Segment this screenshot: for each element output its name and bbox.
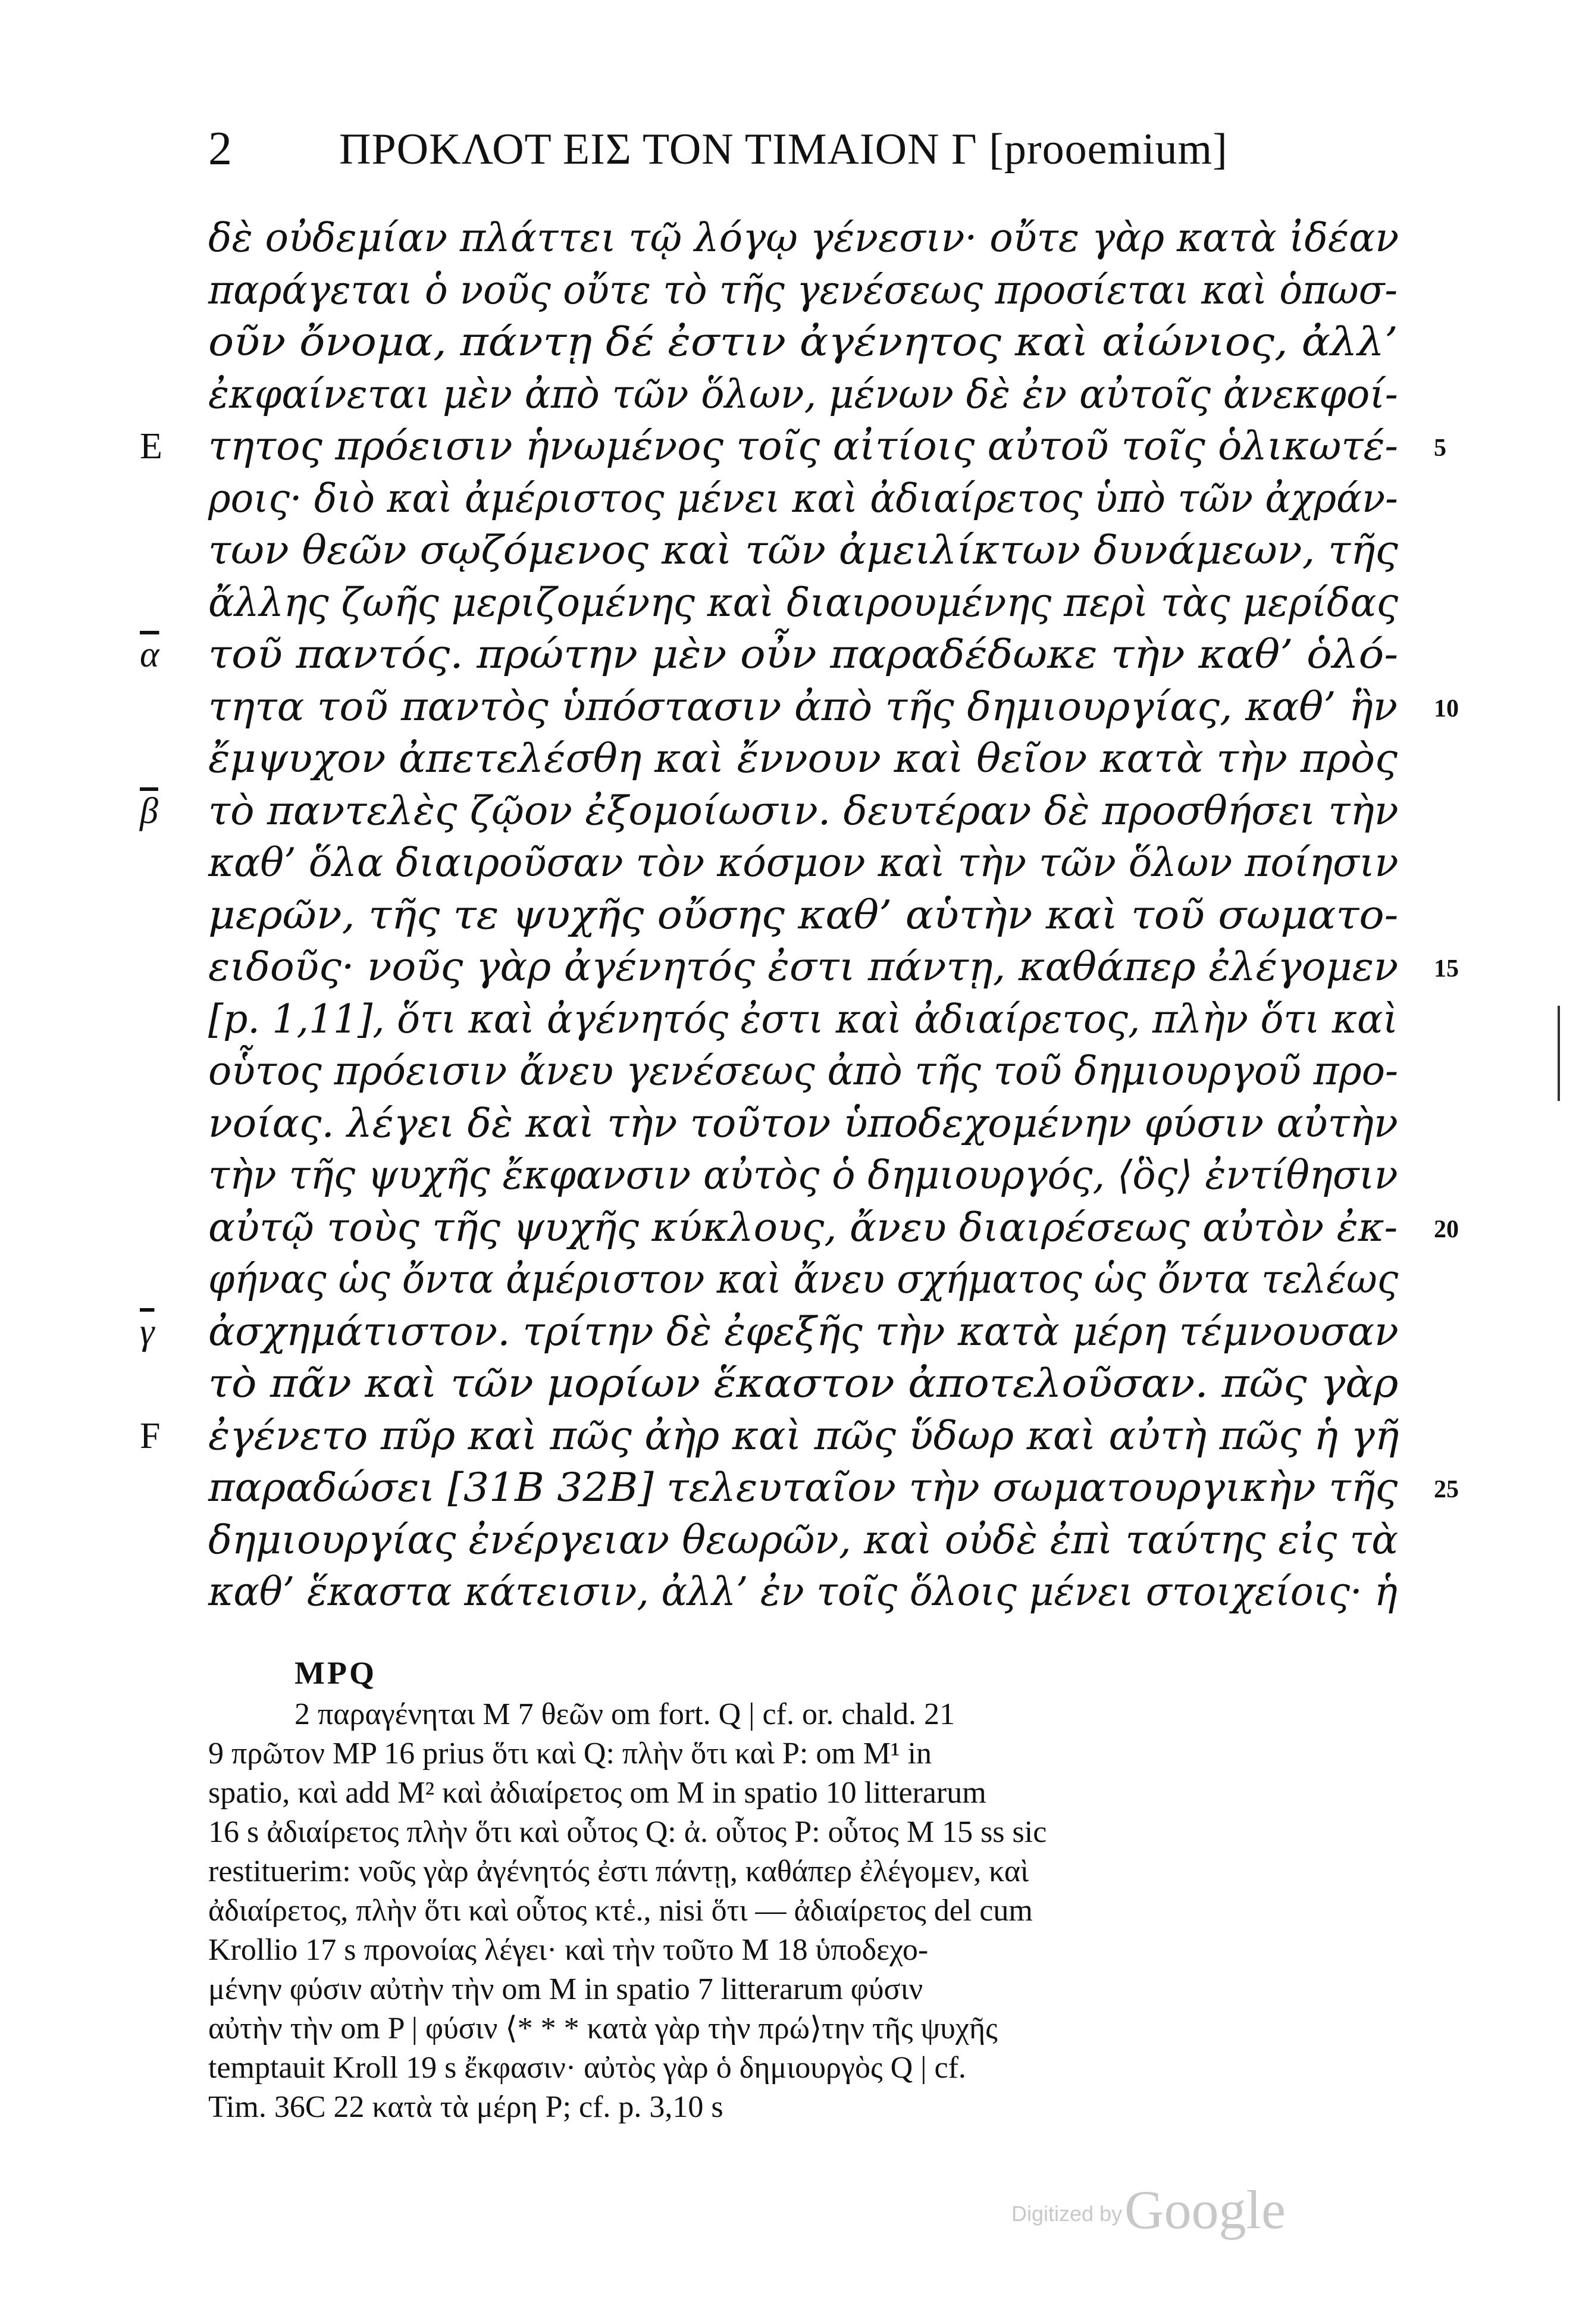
text-line	[140, 423, 1446, 475]
apparatus-line: spatio, καὶ add M² καὶ ἀδιαίρετος om M in spatio 10 litterarum	[208, 1776, 986, 1810]
line-number: 5	[1434, 434, 1446, 462]
text-line	[208, 839, 1416, 892]
line-text: ἐκφαίνεται μὲν ἀπὸ τῶν ὅλων, μένων δὲ ἐν αὐτοῖς ἀνεκφοί-	[208, 371, 1398, 417]
text-line	[208, 1516, 1416, 1569]
text-line	[208, 214, 1416, 267]
line-text: αὐτῷ τοὺς τῆς ψυχῆς κύκλους, ἄνευ διαιρέσεως αὐτὸν ἐκ-	[208, 1204, 1398, 1250]
margin-section-marker: $\overline{\gamma}$	[140, 1311, 155, 1352]
critical-apparatus	[208, 1654, 1422, 2128]
line-text: καθ’ ὅλα διαιροῦσαν τὸν κόσμον καὶ τὴν τῶν ὅλων ποίησιν	[208, 840, 1399, 886]
apparatus-line: Krollio 17 s προνοίας λέγει· καὶ τὴν τοῦτο M 18 ὑποδεχο-	[208, 1933, 929, 1967]
apparatus-line: 2 παραγένηται M 7 θεῶν om fort. Q | cf. or. chald. 21	[295, 1697, 955, 1731]
text-line	[140, 631, 1416, 683]
line-number: 25	[1434, 1476, 1459, 1503]
running-header	[208, 122, 1339, 176]
apparatus-sigla: MPQ	[295, 1655, 377, 1691]
apparatus-line: αὐτὴν τὴν om P | φύσιν ⟨* * * κατὰ γὰρ τὴν πρώ⟩την τῆς ψυχῆς	[208, 2012, 998, 2045]
apparatus-line: μένην φύσιν αὐτὴν τὴν om M in spatio 7 litterarum φύσιν	[208, 1972, 923, 2006]
text-line	[208, 579, 1416, 631]
line-text: δὲ οὐδεμίαν πλάττει τῷ λόγῳ γένεσιν· οὔτε γὰρ κατὰ ἰδέαν	[208, 215, 1399, 261]
text-line	[208, 683, 1459, 736]
page-number: 2	[208, 123, 232, 175]
text-line	[208, 892, 1416, 944]
line-text: δημιουργίας ἐνέργειαν θεωρῶν, καὶ οὐδὲ ἐπὶ ταύτης εἰς τὰ	[208, 1516, 1399, 1563]
apparatus-line: restituerim: νοῦς γὰρ ἀγένητός ἐστι πάντῃ, καθάπερ ἐλέγομεν, καὶ	[208, 1854, 1029, 1888]
line-text: ἄλλης ζωῆς μεριζομένης καὶ διαιρουμένης περὶ τὰς μερίδας	[208, 579, 1399, 625]
apparatus-line: Tim. 36C 22 κατὰ τὰ μέρη P; cf. p. 3,10 s	[208, 2090, 723, 2124]
line-text: οὗτος πρόεισιν ἄνευ γενέσεως ἀπὸ τῆς τοῦ δημιουργοῦ προ-	[208, 1048, 1399, 1094]
text-line	[208, 1464, 1459, 1516]
line-text: των θεῶν σῳζόμενος καὶ τῶν ἀμειλίκτων δυνάμεων, τῆς	[208, 527, 1398, 573]
text-line	[208, 318, 1416, 371]
line-number: 10	[1434, 695, 1459, 722]
margin-section-marker: F	[140, 1415, 161, 1456]
text-line	[208, 1204, 1459, 1256]
line-text: τοῦ παντός. πρώτην μὲν οὖν παραδέδωκε τὴν καθ’ ὁλό-	[208, 631, 1399, 677]
text-line	[140, 787, 1416, 840]
digitized-watermark	[1011, 2178, 1286, 2241]
text-line	[208, 996, 1416, 1048]
text-line	[208, 267, 1416, 319]
line-text: μερῶν, τῆς τε ψυχῆς οὔσης καθ’ αὑτὴν καὶ τοῦ σωματο-	[208, 892, 1399, 938]
text-line	[208, 1047, 1416, 1100]
line-text: ειδοῦς· νοῦς γὰρ ἀγένητός ἐστι πάντῃ, καθάπερ ἐλέγομεν	[208, 944, 1399, 990]
line-text: τὸ πᾶν καὶ τῶν μορίων ἕκαστον ἀποτελοῦσαν. πῶς γὰρ	[208, 1360, 1399, 1406]
text-line	[208, 943, 1459, 996]
text-line	[208, 475, 1416, 527]
google-logo: Google	[1124, 2179, 1286, 2240]
line-number: 20	[1434, 1215, 1459, 1243]
line-text: τητα τοῦ παντὸς ὑπόστασιν ἀπὸ τῆς δημιουργίας, καθ’ ἣν	[208, 683, 1398, 730]
apparatus-line: ἀδιαίρετος, πλὴν ὅτι καὶ οὗτος κτἑ., nisi ὅτι — ἀδιαίρετος del cum	[208, 1894, 1033, 1928]
line-text: παραδώσει [31B 32B] τελευταῖον τὴν σωματουργικὴν τῆς	[208, 1465, 1398, 1510]
main-text	[140, 214, 1459, 1621]
text-line	[208, 1152, 1416, 1204]
line-text: [p. 1,11], ὅτι καὶ ἀγένητός ἐστι καὶ ἀδιαίρετος, πλὴν ὅτι καὶ	[208, 996, 1398, 1042]
line-text: τητος πρόεισιν ἡνωμένος τοῖς αἰτίοις αὐτοῦ τοῖς ὁλικωτέ-	[208, 423, 1399, 469]
line-text: παράγεται ὁ νοῦς οὔτε τὸ τῆς γενέσεως προσίεται καὶ ὁπωσ-	[208, 267, 1398, 313]
line-text: ἔμψυχον ἀπετελέσθη καὶ ἔννουν καὶ θεῖον κατὰ τὴν πρὸς	[208, 736, 1398, 781]
apparatus-line: temptauit Kroll 19 s ἔκφασιν· αὐτὸς γὰρ ὁ δημιουργὸς Q | cf.	[208, 2051, 966, 2085]
text-line	[208, 1568, 1416, 1621]
line-text: φήνας ὡς ὄντα ἀμέριστον καὶ ἄνευ σχήματος ὡς ὄντα τελέως	[208, 1256, 1399, 1302]
line-text: τὸ παντελὲς ζῷον ἐξομοίωσιν. δευτέραν δὲ προσθήσει τὴν	[208, 787, 1399, 834]
text-line	[140, 1308, 1416, 1360]
line-text: ἀσχημάτιστον. τρίτην δὲ ἐφεξῆς τὴν κατὰ μέρη τέμνουσαν	[208, 1308, 1399, 1355]
text-line	[208, 527, 1416, 579]
page-edge-mark	[1558, 1006, 1560, 1101]
margin-section-marker: $\overline{\alpha}$	[140, 634, 159, 675]
text-line	[208, 1360, 1416, 1412]
line-text: ἐγένετο πῦρ καὶ πῶς ἀὴρ καὶ πῶς ὕδωρ καὶ αὐτὴ πῶς ἡ γῆ	[208, 1412, 1399, 1459]
margin-section-marker: $\overline{\beta}$	[140, 790, 158, 831]
apparatus-line: 16 s ἀδιαίρετος πλὴν ὅτι καὶ οὗτος Q: ἀ. οὗτος P: οὗτος M 15 ss sic	[208, 1815, 1047, 1849]
text-line	[208, 1256, 1416, 1308]
line-number: 15	[1434, 955, 1459, 983]
line-text: νοίας. λέγει δὲ καὶ τὴν τοῦτον ὑποδεχομένην φύσιν αὐτὴν	[208, 1100, 1398, 1146]
text-line	[208, 371, 1416, 423]
line-text: τὴν τῆς ψυχῆς ἔκφανσιν αὐτὸς ὁ δημιουργός, ⟨ὃς⟩ ἐντίθησιν	[208, 1152, 1398, 1198]
text-line	[208, 1100, 1416, 1152]
line-text: καθ’ ἕκαστα κάτεισιν, ἀλλ’ ἐν τοῖς ὅλοις μένει στοιχείοις· ἡ	[208, 1569, 1398, 1615]
apparatus-line: 9 πρῶτον MP 16 prius ὅτι καὶ Q: πλὴν ὅτι καὶ P: om M¹ in	[208, 1737, 932, 1771]
running-title: ΠΡΟΚΛΟΤ ΕΙΣ ΤΟΝ ΤΙΜΑΙΟΝ Γ [prooemium]	[339, 125, 1228, 174]
line-text: οῦν ὄνομα, πάντῃ δέ ἐστιν ἀγένητος καὶ αἰώνιος, ἀλλ’	[208, 319, 1398, 365]
text-line	[208, 735, 1416, 787]
margin-section-marker: E	[140, 426, 162, 467]
watermark-prefix: Digitized by	[1011, 2201, 1123, 2226]
line-text: ροις· διὸ καὶ ἀμέριστος μένει καὶ ἀδιαίρετος ὑπὸ τῶν ἀχράν-	[208, 475, 1398, 521]
text-line	[140, 1412, 1416, 1465]
